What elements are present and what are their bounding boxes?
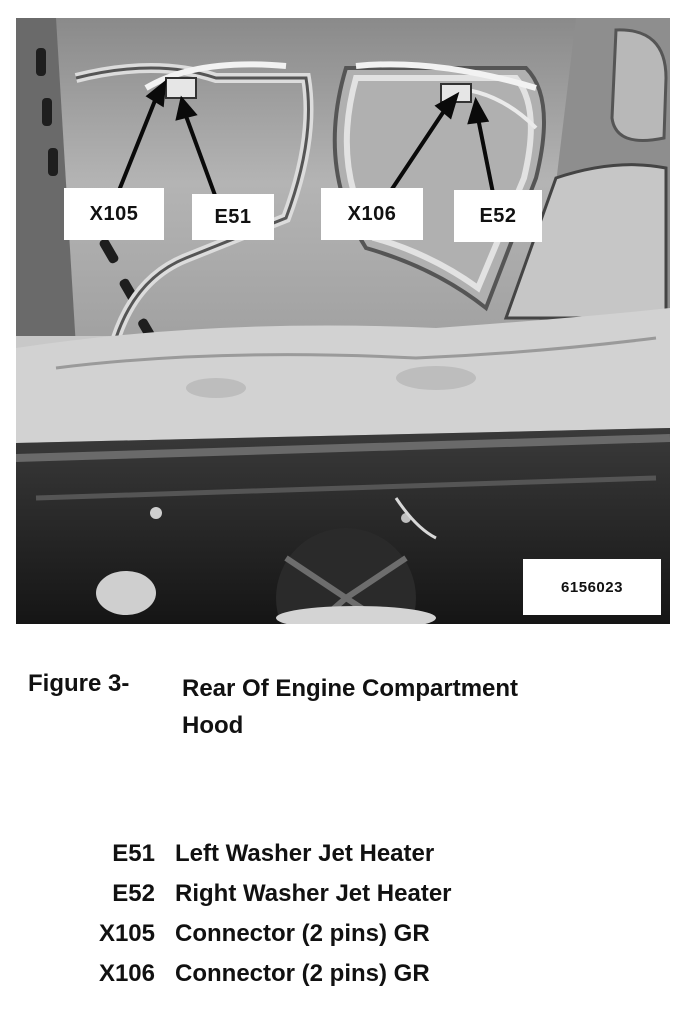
legend-description: Right Washer Jet Heater (175, 880, 452, 907)
figure-label: Figure 3- (28, 670, 130, 697)
figure-title-line-2: Hood (182, 712, 244, 739)
component-legend (60, 840, 660, 1000)
legend-description: Connector (2 pins) GR (175, 960, 430, 987)
legend-description: Connector (2 pins) GR (175, 920, 430, 947)
legend-description: Left Washer Jet Heater (175, 840, 435, 867)
callout-x105: X105 (64, 188, 164, 240)
hood-underside-illustration (16, 18, 670, 624)
figure-title-line-1: Rear Of Engine Compartment (182, 675, 519, 702)
legend-code: E51 (112, 840, 155, 867)
legend-row (60, 920, 660, 960)
callout-e51: E51 (192, 194, 274, 240)
legend-row (60, 960, 660, 1000)
legend-code: E52 (112, 880, 155, 907)
reference-number: 6156023 (523, 559, 661, 615)
legend-code: X105 (98, 920, 155, 947)
legend-code: X106 (98, 960, 155, 987)
callout-e52: E52 (454, 190, 542, 242)
callout-x106: X106 (321, 188, 423, 240)
legend-row (60, 840, 660, 880)
figure-title (182, 670, 652, 744)
engine-compartment-photo (16, 18, 670, 624)
legend-row (60, 880, 660, 920)
